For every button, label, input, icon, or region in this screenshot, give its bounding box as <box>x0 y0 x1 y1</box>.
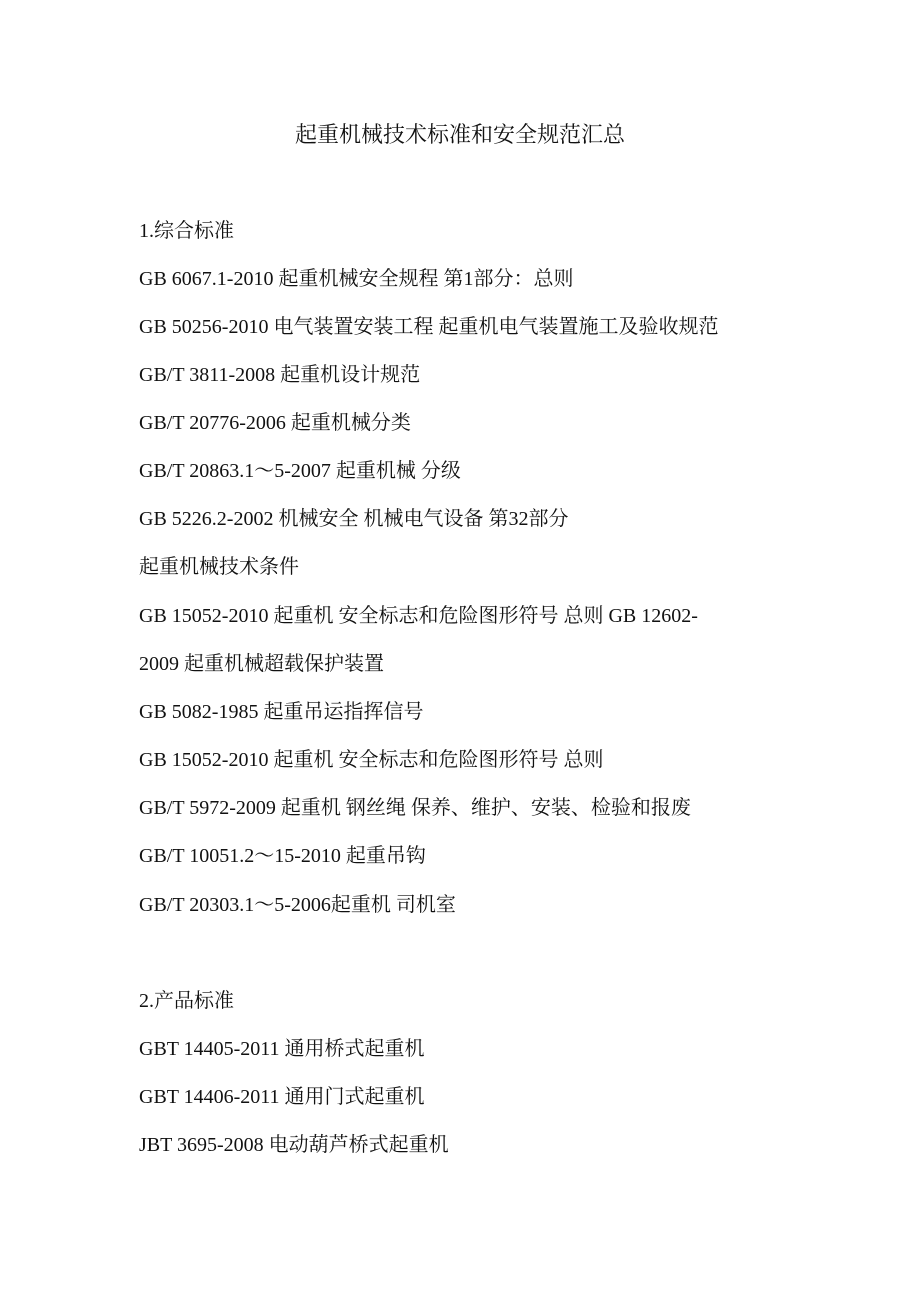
document-title: 起重机械技术标准和安全规范汇总 <box>294 122 625 147</box>
standard-line: GB 15052-2010 起重机 安全标志和危险图形符号 总则 <box>139 749 604 771</box>
standard-line: GB 6067.1-2010 起重机械安全规程 第1部分：总则 <box>139 268 574 290</box>
standard-line: GB/T 20863.1～5-2007 起重机械 分级 <box>139 460 461 482</box>
standard-line: GB/T 3811-2008 起重机设计规范 <box>139 364 421 386</box>
standard-line: JBT 3695-2008 电动葫芦桥式起重机 <box>139 1134 449 1156</box>
standard-line: GB 50256-2010 电气装置安装工程 起重机电气装置施工及验收规范 <box>139 316 719 338</box>
standard-line: GB/T 5972-2009 起重机 钢丝绳 保养、维护、安装、检验和报废 <box>139 797 691 819</box>
standard-line: GB 5082-1985 起重吊运指挥信号 <box>139 701 424 723</box>
standard-line: GB/T 20303.1～5-2006起重机 司机室 <box>139 894 456 916</box>
standard-line: 2009 起重机械超载保护装置 <box>139 653 384 675</box>
standard-line: GB 15052-2010 起重机 安全标志和危险图形符号 总则 GB 12602- <box>139 605 698 627</box>
section-heading-products: 2.产品标准 <box>139 990 234 1012</box>
standard-line: GB 5226.2-2002 机械安全 机械电气设备 第32部分 <box>139 508 569 530</box>
standard-line: GB/T 20776-2006 起重机械分类 <box>139 412 411 434</box>
standard-line: GB/T 10051.2～15-2010 起重吊钩 <box>139 845 426 867</box>
section-heading-general: 1.综合标准 <box>139 220 234 242</box>
standard-line: GBT 14406-2011 通用门式起重机 <box>139 1086 425 1108</box>
standard-line: 起重机械技术条件 <box>139 556 299 578</box>
standard-line: GBT 14405-2011 通用桥式起重机 <box>139 1038 425 1060</box>
